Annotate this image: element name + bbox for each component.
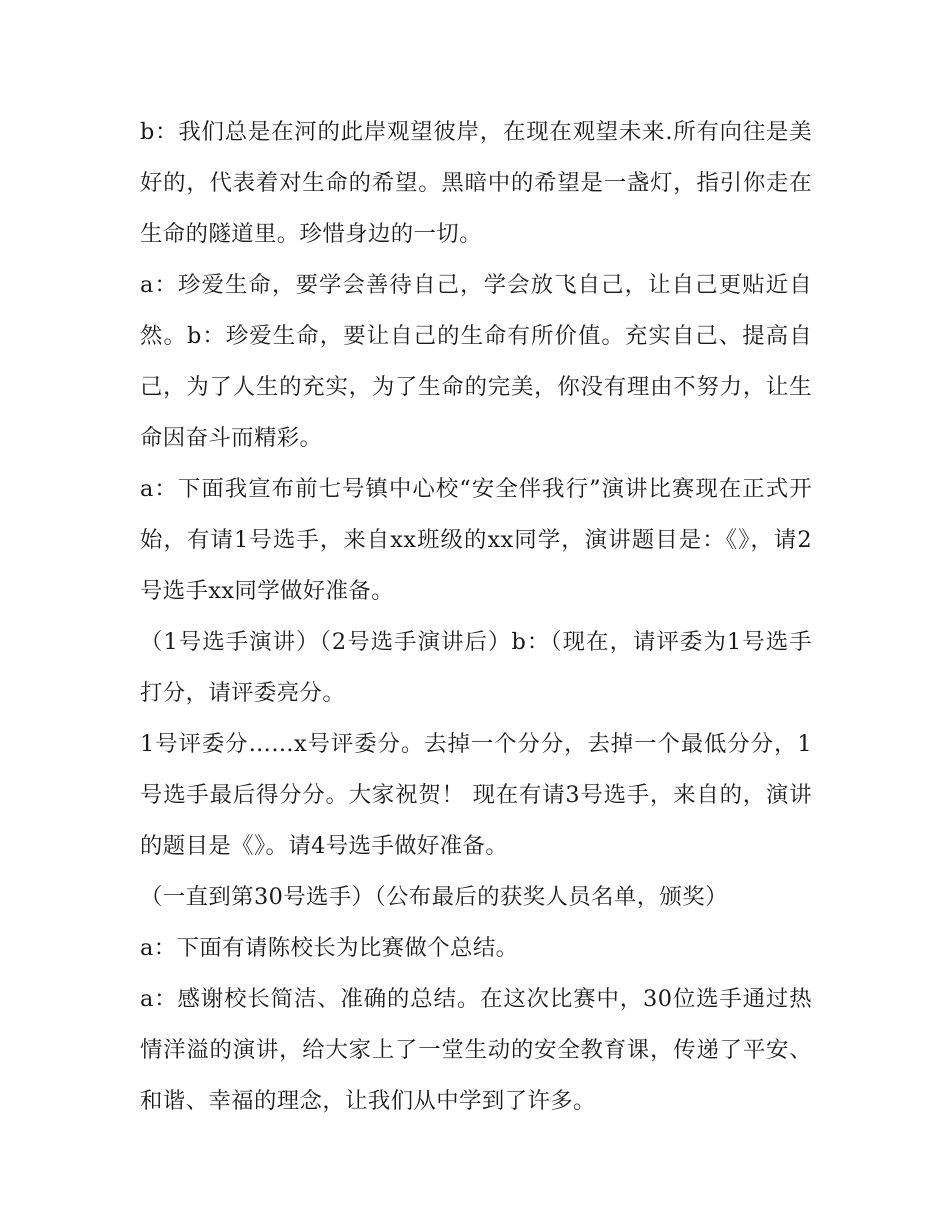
paragraph-4: （1号选手演讲）（2号选手演讲后）b：（现在，请评委为1号选手打分，请评委亮分。 bbox=[140, 629, 812, 706]
paragraph-7: a：下面有请陈校长为比赛做个总结。 bbox=[140, 935, 519, 961]
paragraph-8: a：感谢校长简洁、准确的总结。在这次比赛中，30位选手通过热情洋溢的演讲，给大家上了一堂生动的安全教育课，传递了平安、和谐、幸福的理念，让我们从中学到了许多。 bbox=[140, 986, 812, 1114]
document-body bbox=[140, 107, 812, 1127]
paragraph-1: b：我们总是在河的此岸观望彼岸，在现在观望未来.所有向往是美好的，代表着对生命的希望。黑暗中的希望是一盏灯，指引你走在生命的隧道里。珍惜身边的一切。 bbox=[140, 119, 812, 247]
paragraph-5: 1号评委分……x号评委分。去掉一个分分，去掉一个最低分分，1号选手最后得分分。大家祝贺！ 现在有请3号选手，来自的，演讲的题目是《》。请4号选手做好准备。 bbox=[140, 731, 812, 859]
paragraph-6: （一直到第30号选手）（公布最后的获奖人员名单，颁奖） bbox=[140, 884, 728, 910]
paragraph-3: a：下面我宣布前七号镇中心校“安全伴我行”演讲比赛现在正式开始，有请1号选手，来自xx班级的xx同学，演讲题目是：《》，请2号选手xx同学做好准备。 bbox=[140, 476, 812, 604]
paragraph-2: a：珍爱生命，要学会善待自己，学会放飞自己，让自己更贴近自然。b：珍爱生命，要让自己的生命有所价值。充实自己、提高自己，为了人生的充实，为了生命的完美，你没有理由不努力，让生命因奋斗而精彩。 bbox=[140, 272, 812, 451]
